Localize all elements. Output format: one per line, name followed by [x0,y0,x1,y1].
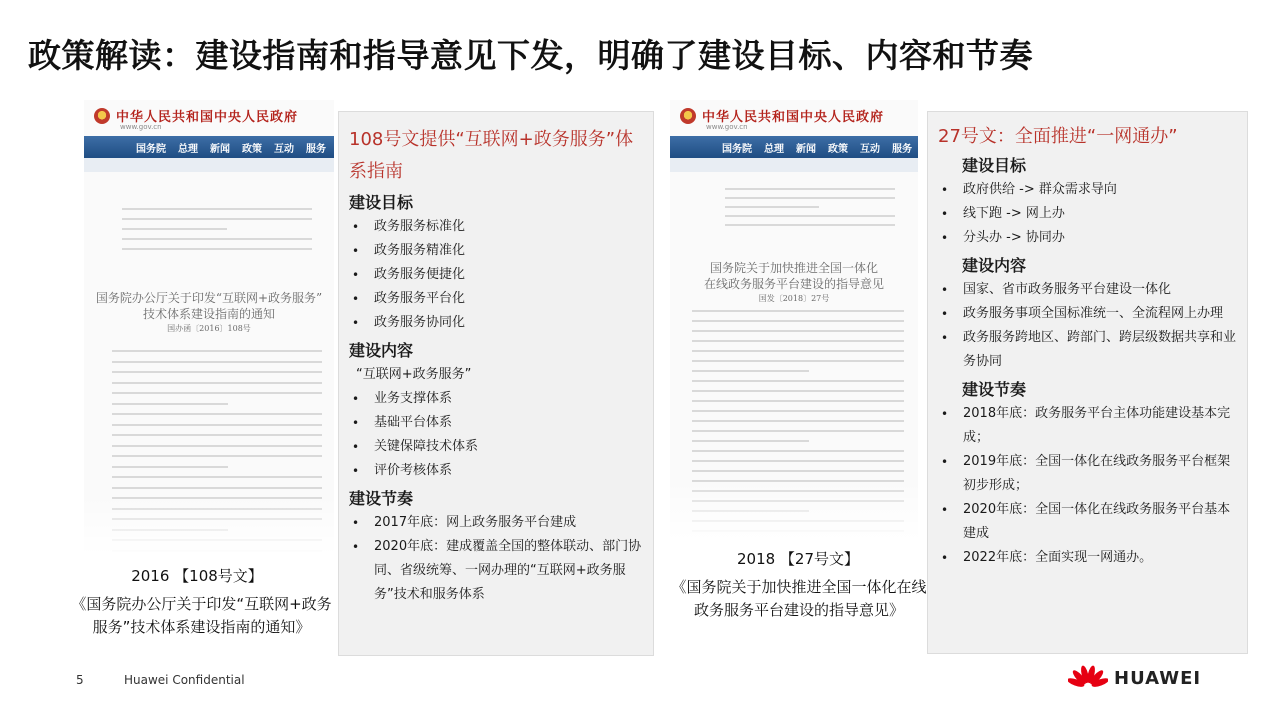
list-item: • 政务服务事项全国标准统一、全流程网上办理 [938,302,1237,326]
text-line [692,380,904,382]
goal-list [349,215,643,335]
text-line [725,206,819,208]
document-caption-title: 《国务院关于加快推进全国一体化在线政务服务平台建设的指导意见》 [671,578,927,620]
gov-sub-nav [84,158,334,172]
document-caption-title: 《国务院办公厅关于印发“互联网+政务服务”技术体系建设指南的通知》 [71,595,332,637]
slide-title: 政策解读：建设指南和指导意见下发，明确了建设目标、内容和节奏 [28,36,1033,75]
text-line [112,350,322,352]
text-line [692,370,809,372]
text-line [112,403,228,405]
section-title-content: 建设内容 [349,341,414,360]
text-line [725,215,895,217]
gov-sub-nav [670,158,918,172]
document-caption-year: 2018 【27号文】 [736,550,860,568]
text-line [692,460,904,462]
document-caption-year: 2016 【108号文】 [131,567,263,585]
huawei-logo [1068,663,1201,693]
section-title-content: 建设内容 [962,256,1027,276]
text-line [112,382,322,384]
content-list [938,278,1237,374]
page-number: 5 [76,673,84,687]
confidential-label: Huawei Confidential [124,673,245,687]
text-line [692,430,904,432]
national-emblem-icon [94,108,110,124]
gov-nav-bar [670,136,918,158]
text-line [692,340,904,342]
text-line [122,218,312,220]
text-line [692,450,904,452]
document-number: 国发〔2018〕27号 [758,294,830,303]
national-emblem-icon [680,108,696,124]
content-intro: “互联网+政务服务” [356,367,472,382]
document-thumbnail-27 [670,100,918,540]
list-item: • 政务服务标准化 [349,215,643,239]
huawei-flower-icon [1068,663,1108,693]
text-line [112,434,322,436]
text-line [112,392,322,394]
gov-site-name: 中华人民共和国中央人民政府 [702,110,885,125]
text-line [692,470,904,472]
rhythm-list [938,402,1237,570]
text-line [692,420,904,422]
nav-item: 政策 [828,143,848,155]
text-line [692,360,904,362]
text-line [692,310,904,312]
list-item: • 政务服务平台化 [349,287,643,311]
list-item: • 2020年底：建成覆盖全国的整体联动、部门协同、省级统筹、一网办理的“互联网+政务服务”技术和服务体系 [349,535,643,607]
list-item: • 政务服务便捷化 [349,263,643,287]
nav-item: 新闻 [796,143,816,155]
list-item: • 关键保障技术体系 [349,435,643,459]
list-item: • 政务服务跨地区、跨部门、跨层级数据共享和业务协同 [938,326,1237,374]
rhythm-list [349,511,643,607]
text-line [112,476,322,478]
text-line [122,248,312,250]
text-line [725,224,895,226]
fade-overlay [670,480,918,540]
list-item: • 2017年底：网上政务服务平台建成 [349,511,643,535]
list-item: • 政务服务协同化 [349,311,643,335]
text-line [692,410,904,412]
text-line [692,390,904,392]
text-line [692,350,904,352]
list-item: • 业务支撑体系 [349,387,643,411]
nav-item: 国务院 [136,143,166,155]
nav-item: 服务 [306,143,326,155]
text-line [725,197,895,199]
text-line [112,445,322,447]
section-title-goal: 建设目标 [349,193,414,212]
list-item: • 政务服务精准化 [349,239,643,263]
nav-item: 国务院 [722,143,752,155]
text-line [112,455,322,457]
content-list [349,387,643,483]
panel-heading: 27号文：全面推进“一网通办” [938,126,1178,147]
document-title: 国务院办公厅关于印发“互联网+政务服务” 技术体系建设指南的通知 [95,291,323,322]
section-title-rhythm: 建设节奏 [962,380,1027,400]
document-number: 国办函〔2016〕108号 [167,324,251,333]
nav-item: 总理 [764,143,784,155]
nav-item: 总理 [178,143,198,155]
text-line [112,371,322,373]
list-item: • 线下跑 -> 网上办 [938,202,1237,226]
panel-heading: 108号文提供“互联网+政务服务”体系指南 [349,129,634,182]
text-line [122,228,227,230]
text-line [112,424,322,426]
list-item: • 基础平台体系 [349,411,643,435]
text-line [725,188,895,190]
document-thumbnail-108 [84,100,334,555]
text-line [692,320,904,322]
nav-item: 新闻 [210,143,230,155]
section-title-goal: 建设目标 [962,156,1027,176]
text-line [112,466,228,468]
list-item: • 2022年底：全面实现一网通办。 [938,546,1237,570]
list-item: • 国家、省市政务服务平台建设一体化 [938,278,1237,302]
nav-item: 服务 [892,143,912,155]
section-title-rhythm: 建设节奏 [349,489,414,508]
list-item: • 分头办 -> 协同办 [938,226,1237,250]
gov-site-url: www.gov.cn [120,123,162,131]
text-line [692,440,809,442]
text-line [122,208,312,210]
nav-item: 互动 [860,143,880,155]
nav-item: 互动 [274,143,294,155]
gov-site-name: 中华人民共和国中央人民政府 [116,110,299,125]
list-item: • 2018年底：政务服务平台主体功能建设基本完成； [938,402,1237,450]
gov-site-url: www.gov.cn [706,123,748,131]
policy-panel-27 [927,111,1248,654]
goal-list [938,178,1237,250]
list-item: • 2020年底：全国一体化在线政务服务平台基本建成 [938,498,1237,546]
list-item: • 评价考核体系 [349,459,643,483]
text-line [692,330,904,332]
gov-nav-bar [84,136,334,158]
list-item: • 2019年底：全国一体化在线政务服务平台框架初步形成； [938,450,1237,498]
document-title: 国务院关于加快推进全国一体化 在线政务服务平台建设的指导意见 [703,261,884,292]
text-line [112,361,322,363]
list-item: • 政府供给 -> 群众需求导向 [938,178,1237,202]
text-line [692,400,904,402]
text-line [112,487,322,489]
text-line [122,238,312,240]
nav-item: 政策 [242,143,262,155]
brand-wordmark: HUAWEI [1114,667,1202,689]
policy-panel-108 [338,111,654,656]
text-line [112,413,322,415]
fade-overlay [84,495,334,555]
